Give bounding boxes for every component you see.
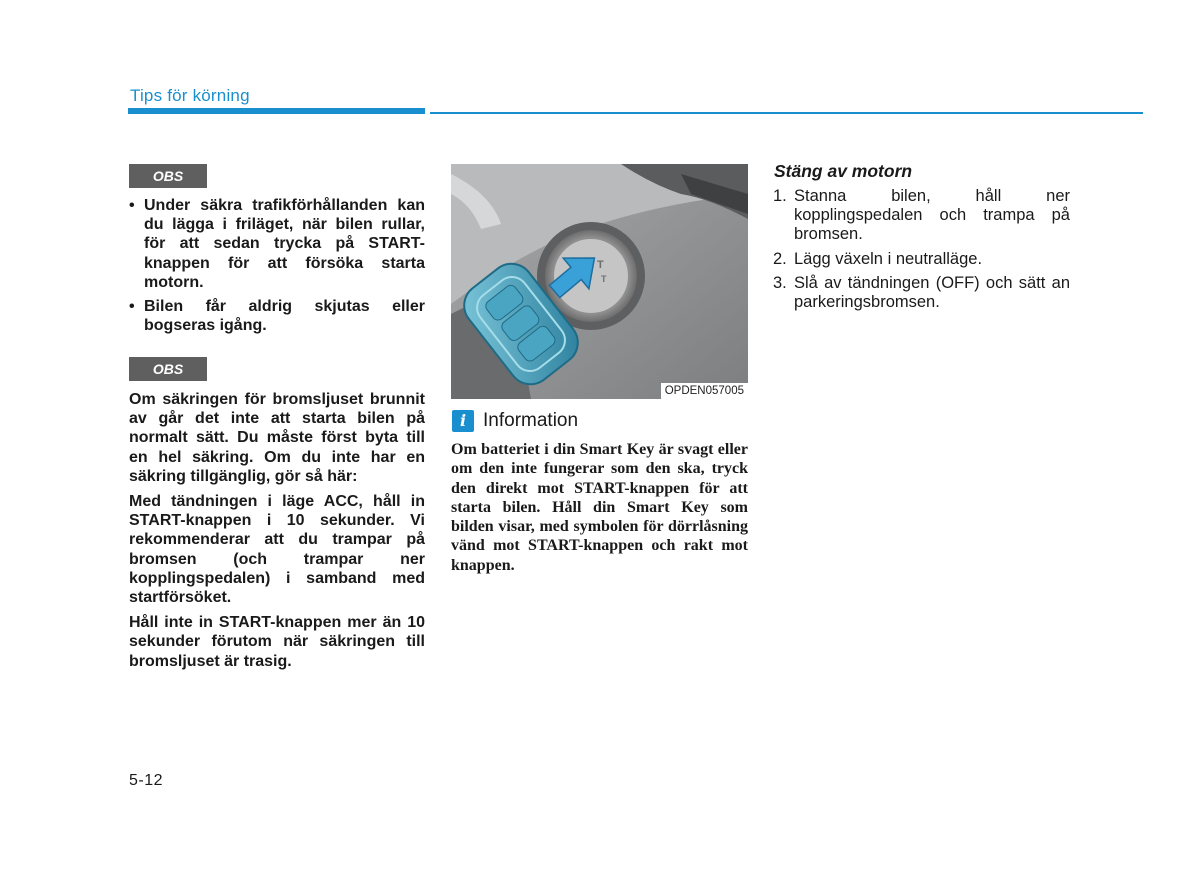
- bullet-list: [129, 196, 425, 335]
- section-title: Stäng av motorn: [774, 161, 913, 181]
- svg-text:T: T: [601, 274, 607, 284]
- step-number: 1.: [773, 187, 787, 205]
- header-rule-thick: [128, 108, 425, 114]
- obs-note-1: [129, 196, 425, 340]
- paragraph: Om säkringen för bromsljuset brunnit av går det inte att starta bilen på normalt sätt. Du måste först byta till en hel säkring. Om du inte har en säkring tillgänglig, gör så här:: [129, 391, 425, 485]
- svg-text:T: T: [597, 259, 604, 271]
- info-icon: i: [452, 410, 474, 432]
- list-item: • Under säkra trafikförhållanden kan du lägga i friläget, när bilen rullar, för att sedan trycka på START-knappen för att försöka starta motorn.: [129, 196, 425, 292]
- step-number: 2.: [773, 249, 787, 268]
- info-body: Om batteriet i din Smart Key är svagt eller om den inte fungerar som den ska, tryck den direkt mot START-knappen för att starta bilen. Håll din Smart Key som bilden visar, med symbolen för dörrlåsning vänd mot START-knappen och rakt mot knappen.: [451, 441, 748, 574]
- page-number: 5-12: [129, 772, 164, 789]
- step-text: Stanna bilen, håll ner kopplingspedalen och trampa på bromsen.: [794, 187, 1070, 244]
- list-item: • Bilen får aldrig skjutas eller bogseras igång.: [129, 297, 425, 335]
- paragraph: Håll inte in START-knappen mer än 10 sekunder förutom när säkringen till bromsljuset är trasig.: [129, 614, 425, 670]
- header-rule-thin: [430, 112, 1143, 114]
- section-header: Tips för körning: [130, 86, 250, 105]
- info-heading: [452, 408, 578, 434]
- steps-list: [773, 187, 1070, 317]
- obs-badge: OBS: [129, 164, 207, 188]
- step-number: 3.: [773, 273, 787, 292]
- paragraph: Med tändningen i läge ACC, håll in START-knappen i 10 sekunder. Vi rekommenderar att du trampar på bromsen (och trampar ner kopplingspedalen) i samband med startförsöket.: [129, 493, 425, 607]
- obs-note-2: [129, 390, 425, 677]
- smart-key-drawing: [451, 164, 748, 399]
- step-text: Lägg växeln i neutralläge.: [794, 249, 983, 268]
- figure-caption: OPDEN057005: [661, 383, 748, 399]
- step-item: [773, 274, 1070, 312]
- obs-badge: OBS: [129, 357, 207, 381]
- step-item: [773, 250, 1070, 269]
- info-title: Information: [483, 410, 579, 431]
- step-text: Slå av tändningen (OFF) och sätt an parkeringsbromsen.: [794, 273, 1070, 312]
- step-item: [773, 187, 1070, 245]
- smart-key-illustration: [451, 164, 748, 399]
